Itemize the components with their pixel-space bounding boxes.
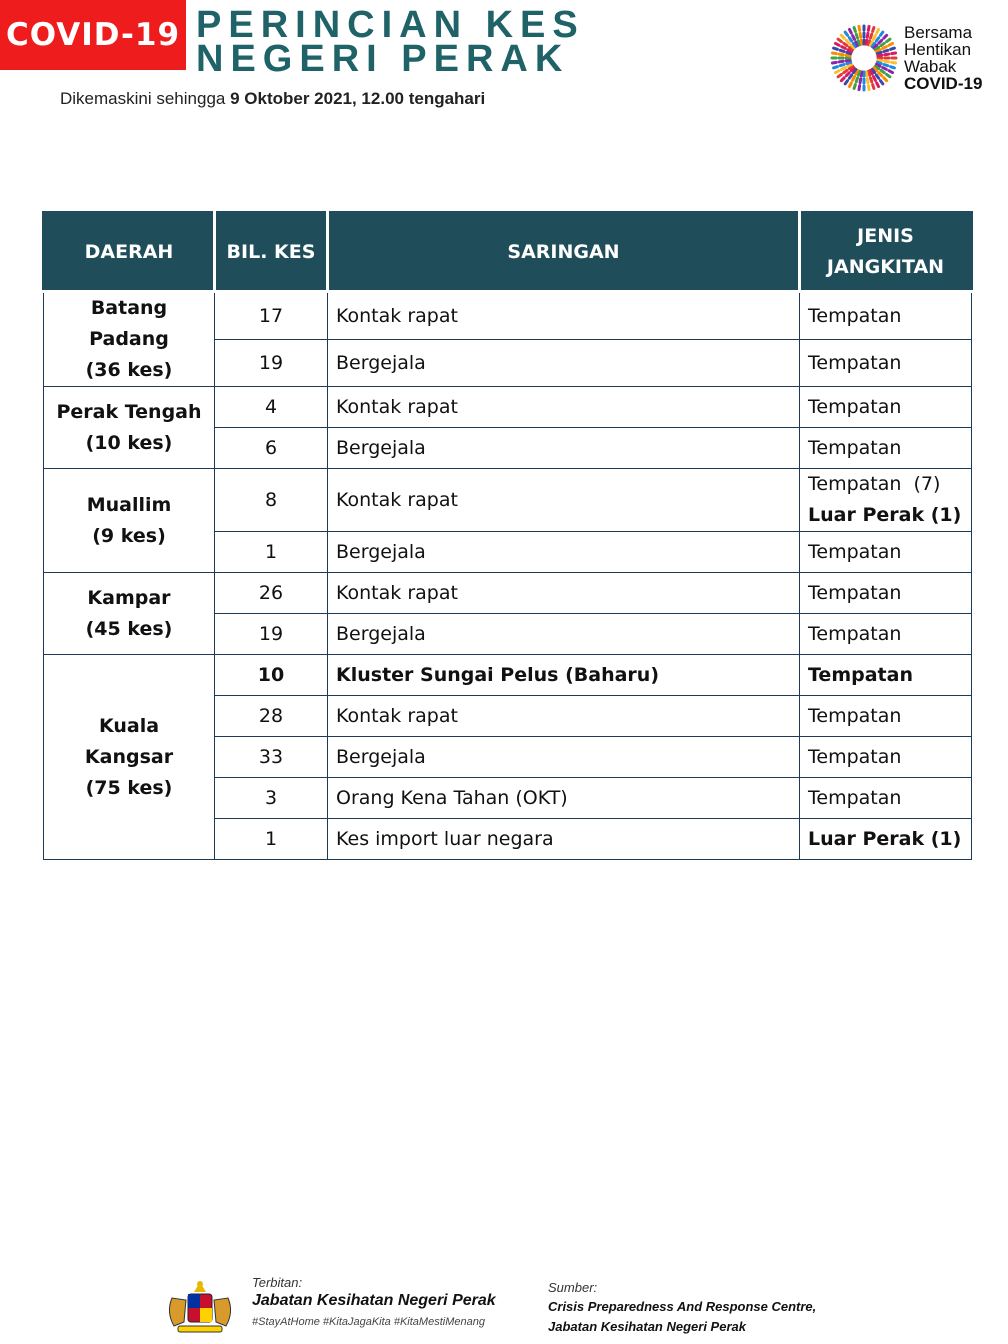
campaign-line-1: Bersama [904, 23, 973, 42]
table-row [44, 573, 972, 614]
bil-kes-cell: 19 [215, 614, 328, 655]
publisher-label: Terbitan: [252, 1275, 303, 1290]
jenis-jangkitan-cell: Luar Perak (1) [800, 819, 972, 860]
covid-badge [0, 0, 186, 70]
case-table [42, 211, 973, 860]
saringan-cell: Kontak rapat [328, 292, 800, 340]
updated-date: 9 Oktober 2021, 12.00 tengahari [230, 89, 486, 108]
daerah-name: Perak Tengah [56, 400, 202, 423]
saringan-cell: Bergejala [328, 614, 800, 655]
table-body [44, 292, 972, 860]
source-line-2: Jabatan Kesihatan Negeri Perak [548, 1319, 746, 1334]
saringan-cell: Bergejala [328, 532, 800, 573]
bil-kes-cell: 28 [215, 696, 328, 737]
title-line-2: NEGERI PERAK [196, 38, 570, 80]
source-line-1: Crisis Preparedness And Response Centre, [548, 1299, 817, 1314]
jenis-jangkitan-cell: Tempatan [800, 655, 972, 696]
header-bil-kes: BIL. KES [215, 213, 328, 292]
campaign-logo [828, 18, 1003, 100]
saringan-cell: Bergejala [328, 428, 800, 469]
daerah-name: Kampar [87, 586, 171, 609]
hashtags: #StayAtHome #KitaJagaKita #KitaMestiMenang [252, 1316, 485, 1328]
daerah-total: (75 kes) [85, 776, 173, 799]
updated-timestamp [60, 89, 485, 109]
campaign-text [904, 24, 982, 92]
jenis-jangkitan-cell: Tempatan [800, 292, 972, 340]
saringan-cell: Kontak rapat [328, 573, 800, 614]
title-line-1: PERINCIAN KES [196, 4, 585, 46]
table-row [44, 655, 972, 696]
campaign-line-4: COVID-19 [904, 74, 983, 93]
bil-kes-cell: 6 [215, 428, 328, 469]
bil-kes-cell: 26 [215, 573, 328, 614]
campaign-line-2: Hentikan [904, 40, 972, 59]
saringan-cell: Kes import luar negara [328, 819, 800, 860]
daerah-name: Muallim [86, 493, 172, 516]
saringan-cell: Kluster Sungai Pelus (Baharu) [328, 655, 800, 696]
saringan-cell: Bergejala [328, 340, 800, 387]
header-daerah: DAERAH [44, 213, 215, 292]
jenis-jangkitan-cell [800, 469, 972, 532]
daerah-cell [44, 292, 215, 387]
table-header-row [44, 213, 972, 292]
source-label: Sumber: [548, 1280, 598, 1295]
bil-kes-cell: 17 [215, 292, 328, 340]
daerah-total: (10 kes) [85, 431, 173, 454]
saringan-cell: Bergejala [328, 737, 800, 778]
bil-kes-cell: 1 [215, 819, 328, 860]
bil-kes-cell: 8 [215, 469, 328, 532]
bil-kes-cell: 19 [215, 340, 328, 387]
header-saringan: SARINGAN [328, 213, 800, 292]
badge-label: COVID-19 [5, 17, 181, 53]
page-title [196, 4, 585, 80]
jenis-jangkitan-cell: Tempatan [800, 387, 972, 428]
jenis-jangkitan-cell: Tempatan [800, 778, 972, 819]
campaign-line-3: Wabak [904, 57, 957, 76]
jenis-jangkitan-cell: Tempatan [800, 737, 972, 778]
crest-icon [160, 1278, 240, 1338]
bil-kes-cell: 4 [215, 387, 328, 428]
daerah-total: (9 kes) [92, 524, 166, 547]
header-jenis-jangkitan: JENIS JANGKITAN [800, 213, 972, 292]
jenis-jangkitan-cell: Tempatan [800, 428, 972, 469]
jenis-jangkitan-cell: Tempatan [800, 573, 972, 614]
sunburst-logo-icon [828, 18, 900, 100]
saringan-cell: Orang Kena Tahan (OKT) [328, 778, 800, 819]
bil-kes-cell: 10 [215, 655, 328, 696]
daerah-total: (45 kes) [85, 617, 173, 640]
saringan-cell: Kontak rapat [328, 696, 800, 737]
jenis-jangkitan-cell: Tempatan [800, 340, 972, 387]
bil-kes-cell: 1 [215, 532, 328, 573]
bil-kes-cell: 3 [215, 778, 328, 819]
daerah-name: Kuala Kangsar [84, 714, 174, 768]
publisher-name: Jabatan Kesihatan Negeri Perak [252, 1292, 496, 1309]
jenis-jangkitan-cell: Tempatan [800, 696, 972, 737]
daerah-cell [44, 469, 215, 573]
daerah-cell [44, 573, 215, 655]
publisher-block [252, 1275, 496, 1328]
daerah-total: (36 kes) [85, 359, 173, 381]
jenis-jangkitan-cell: Tempatan [800, 532, 972, 573]
table-row [44, 292, 972, 340]
source-block [548, 1280, 816, 1335]
daerah-cell [44, 655, 215, 860]
daerah-cell [44, 387, 215, 469]
bil-kes-cell: 33 [215, 737, 328, 778]
table-row [44, 469, 972, 532]
updated-prefix: Dikemaskini sehingga [60, 89, 231, 108]
saringan-cell: Kontak rapat [328, 469, 800, 532]
table-row [44, 387, 972, 428]
daerah-name: Batang Padang [89, 297, 169, 350]
jenis-line-1: Tempatan (7) [808, 473, 941, 495]
jenis-jangkitan-cell: Tempatan [800, 614, 972, 655]
saringan-cell: Kontak rapat [328, 387, 800, 428]
jenis-line-2: Luar Perak (1) [808, 504, 962, 526]
